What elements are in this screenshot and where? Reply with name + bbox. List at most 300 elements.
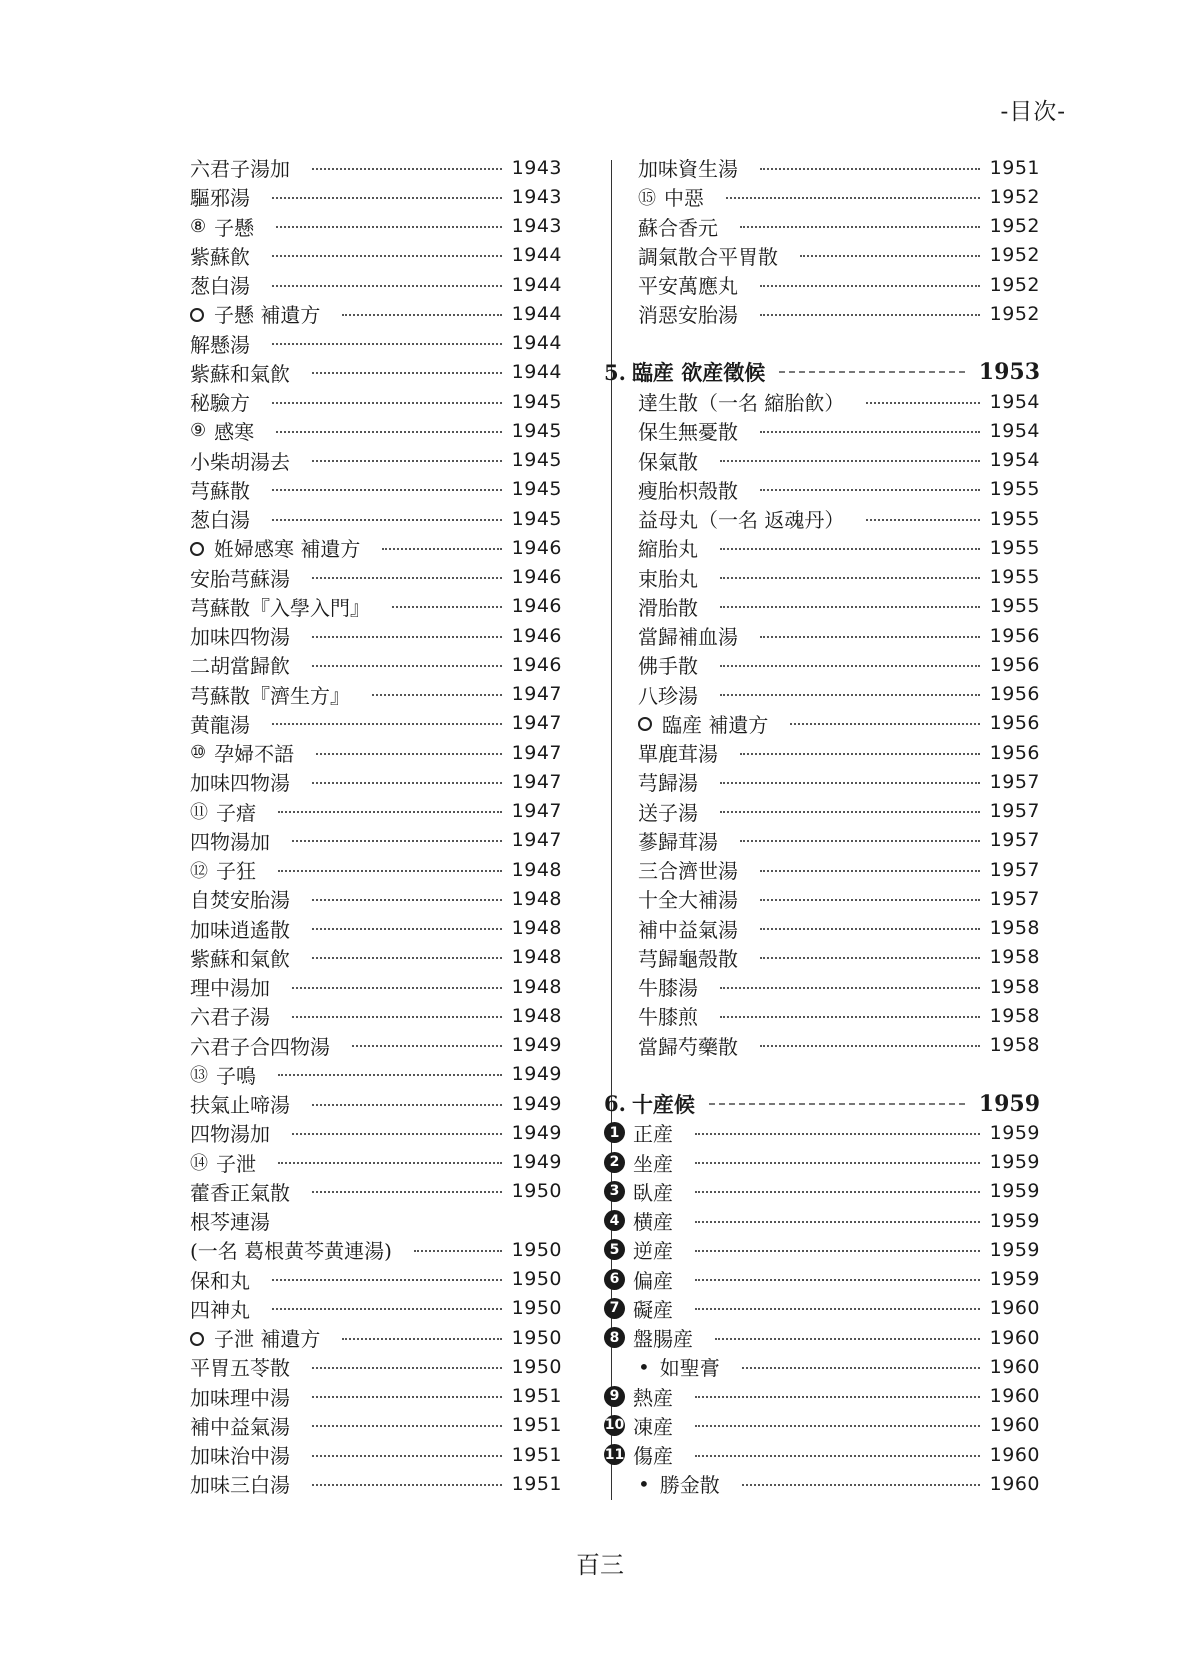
dot-leader: [740, 753, 980, 755]
entry-title: 孕婦不語: [214, 742, 295, 767]
toc-entry[interactable]: [190, 270, 562, 299]
dash-leader: [709, 1103, 965, 1105]
toc-entry[interactable]: [638, 914, 1040, 943]
toc-entry[interactable]: [638, 943, 1040, 972]
entry-title: 紫蘇和氣飮: [190, 946, 290, 971]
filled-circle-number: 4: [604, 1210, 625, 1231]
entry-page-number: 1959: [989, 1151, 1040, 1174]
section-title: 臨産 欲産徵候: [631, 360, 766, 386]
entry-title: 蘇合香元: [638, 215, 718, 240]
entry-title: 子懸: [214, 215, 255, 240]
toc-entry[interactable]: [638, 592, 1040, 621]
toc-entry[interactable]: [190, 1265, 562, 1294]
entry-title: 芎蘇散: [190, 478, 250, 503]
dot-leader: [312, 460, 502, 462]
toc-entry[interactable]: [190, 972, 562, 1001]
entry-page-number: 1957: [989, 887, 1040, 910]
dot-leader: [372, 694, 502, 696]
toc-entry[interactable]: [604, 1411, 1040, 1440]
dot-leader: [276, 226, 502, 228]
entry-title: 芎歸湯: [638, 771, 698, 796]
entry-page-number: 1949: [511, 1034, 562, 1057]
entry-page-number: 1958: [989, 1004, 1040, 1027]
entry-page-number: 1947: [511, 829, 562, 852]
dot-leader: [695, 1279, 980, 1281]
entry-title: 子泄 補遺方: [214, 1327, 321, 1352]
toc-entry[interactable]: [638, 241, 1040, 270]
entry-page-number: 1958: [989, 917, 1040, 940]
entry-page-number: 1959: [989, 1268, 1040, 1291]
dot-leader: [392, 606, 502, 608]
filled-circle-number: 7: [604, 1298, 625, 1319]
toc-entry[interactable]: [190, 563, 562, 592]
toc-entry[interactable]: [638, 182, 1040, 211]
entry-page-number: 1958: [989, 1034, 1040, 1057]
dot-leader: [276, 431, 502, 433]
toc-entry[interactable]: [190, 387, 562, 416]
entry-title: 加味四物湯: [190, 625, 290, 650]
entry-lead: [638, 1031, 738, 1060]
entry-lead: [190, 1440, 290, 1469]
entry-title: 紫蘇和氣飮: [190, 361, 290, 386]
spacer: [638, 329, 1040, 358]
entry-lead: [638, 475, 738, 504]
entry-title: 藿香正氣散: [190, 1180, 290, 1205]
entry-page-number: 1950: [511, 1238, 562, 1261]
toc-entry[interactable]: [638, 1469, 1040, 1498]
entry-title: 牛膝湯: [638, 976, 698, 1001]
entry-lead: [609, 1294, 673, 1323]
toc-entry[interactable]: [190, 416, 562, 445]
toc-entry[interactable]: [638, 767, 1040, 796]
entry-lead: [190, 914, 290, 943]
entry-lead: [609, 1148, 673, 1177]
toc-entry[interactable]: [638, 826, 1040, 855]
dot-leader: [720, 1016, 980, 1018]
entry-page-number: 1948: [511, 975, 562, 998]
section-page-number: 1959: [978, 1090, 1040, 1117]
entry-lead: [190, 650, 290, 679]
dot-leader: [760, 899, 980, 901]
toc-entry[interactable]: [190, 182, 562, 211]
entry-lead: [638, 299, 738, 328]
toc-entry[interactable]: [190, 358, 562, 387]
entry-title: 牛膝煎: [638, 1005, 698, 1030]
dot-leader: [272, 402, 502, 404]
entry-lead: [638, 767, 698, 796]
toc-entry[interactable]: [190, 1323, 562, 1352]
entry-lead: [638, 884, 738, 913]
toc-entry[interactable]: [638, 855, 1040, 884]
toc-entry[interactable]: [638, 387, 1040, 416]
entry-title: 補中益氣湯: [190, 1414, 290, 1439]
entry-title: 理中湯加: [190, 976, 270, 1001]
dot-leader: [312, 1425, 502, 1427]
circled-number: ⑬: [190, 1065, 208, 1087]
entry-page-number: 1954: [989, 390, 1040, 413]
toc-entry[interactable]: [609, 1235, 1040, 1264]
toc-entry[interactable]: [190, 1352, 562, 1381]
spacer: [638, 1060, 1040, 1089]
toc-entry[interactable]: [190, 1118, 562, 1147]
toc-left-column: [190, 153, 562, 1499]
entry-title: 消惡安胎湯: [638, 303, 738, 328]
entry-lead: [190, 1294, 250, 1323]
entry-lead: [190, 416, 254, 445]
entry-page-number: 1946: [511, 653, 562, 676]
entry-lead: [638, 270, 738, 299]
dot-leader: [312, 168, 502, 170]
dot-leader: [726, 197, 980, 199]
entry-lead: [190, 1235, 392, 1264]
toc-entry[interactable]: [190, 446, 562, 475]
dot-leader: [695, 1308, 980, 1310]
toc-entry[interactable]: [190, 1294, 562, 1323]
toc-entry[interactable]: [609, 1206, 1040, 1235]
dot-leader: [312, 957, 502, 959]
entry-page-number: 1955: [989, 595, 1040, 618]
entry-page-number: 1959: [989, 1209, 1040, 1232]
entry-lead: [638, 212, 718, 241]
toc-entry[interactable]: [638, 680, 1040, 709]
entry-title: 盤腸産: [633, 1327, 693, 1352]
entry-lead: [609, 1206, 673, 1235]
entry-lead: [190, 329, 250, 358]
entry-lead: [638, 621, 738, 650]
entry-page-number: 1960: [989, 1355, 1040, 1378]
entry-page-number: 1943: [511, 215, 562, 238]
toc-entry[interactable]: [638, 738, 1040, 767]
circled-number: ⑭: [190, 1153, 208, 1175]
dot-leader: [760, 636, 980, 638]
entry-title: 扶氣止啼湯: [190, 1093, 290, 1118]
toc-entry[interactable]: [638, 533, 1040, 562]
entry-lead: [190, 1118, 270, 1147]
toc-entry[interactable]: [609, 1148, 1040, 1177]
filled-circle-number: 1: [604, 1122, 625, 1143]
entry-title: 加味三白湯: [190, 1473, 290, 1498]
entry-page-number: 1946: [511, 624, 562, 647]
entry-lead: [638, 563, 698, 592]
dot-bullet-icon: •: [638, 1471, 650, 1496]
entry-title: 佛手散: [638, 654, 698, 679]
toc-entry[interactable]: [609, 1177, 1040, 1206]
entry-page-number: 1958: [989, 946, 1040, 969]
dot-leader: [292, 1016, 502, 1018]
toc-entry[interactable]: [190, 709, 562, 738]
entry-page-number: 1945: [511, 419, 562, 442]
entry-title: 十全大補湯: [638, 888, 738, 913]
toc-entry[interactable]: [190, 1206, 562, 1235]
entry-title: 四物湯加: [190, 829, 270, 854]
entry-page-number: 1950: [511, 1180, 562, 1203]
toc-entry[interactable]: [638, 299, 1040, 328]
entry-title: 補中益氣湯: [638, 917, 738, 942]
entry-lead: [190, 1352, 290, 1381]
dot-leader: [342, 314, 501, 316]
entry-lead: [190, 446, 290, 475]
toc-entry[interactable]: [190, 1382, 562, 1411]
toc-entry[interactable]: [190, 1469, 562, 1498]
entry-title: 安胎芎蘇湯: [190, 566, 290, 591]
entry-title: 芎蘇散『濟生方』: [190, 683, 350, 708]
filled-circle-number: 8: [604, 1327, 625, 1348]
entry-title: 熱産: [633, 1385, 673, 1410]
toc-entry[interactable]: [638, 884, 1040, 913]
toc-entry[interactable]: [638, 270, 1040, 299]
entry-page-number: 1951: [511, 1443, 562, 1466]
dot-leader: [695, 1162, 980, 1164]
toc-entry[interactable]: [190, 153, 562, 182]
toc-entry[interactable]: [638, 212, 1040, 241]
dot-leader: [790, 723, 979, 725]
dot-leader: [272, 255, 502, 257]
toc-entry[interactable]: [190, 1411, 562, 1440]
toc-entry[interactable]: [638, 153, 1040, 182]
dot-leader: [760, 431, 980, 433]
dot-leader: [278, 1162, 502, 1164]
entry-title: 勝金散: [659, 1473, 720, 1498]
entry-lead: [190, 241, 250, 270]
entry-page-number: 1959: [989, 1238, 1040, 1261]
entry-title: 加味資生湯: [638, 157, 738, 182]
toc-entry[interactable]: [638, 1031, 1040, 1060]
toc-entry[interactable]: [638, 797, 1040, 826]
dot-leader: [720, 606, 980, 608]
toc-entry[interactable]: [638, 1352, 1040, 1381]
dot-leader: [312, 1484, 502, 1486]
filled-circle-number: 6: [604, 1269, 625, 1290]
dot-leader: [312, 1104, 502, 1106]
dot-leader: [695, 1250, 980, 1252]
entry-title: 達生散（一名 縮胎飮）: [638, 391, 845, 416]
entry-page-number: 1946: [511, 566, 562, 589]
entry-page-number: 1951: [989, 156, 1040, 179]
entry-page-number: 1951: [511, 1385, 562, 1408]
dot-leader: [866, 519, 979, 521]
toc-entry[interactable]: [190, 1235, 562, 1264]
entry-lead: [190, 767, 290, 796]
toc-entry[interactable]: [190, 1148, 562, 1177]
entry-lead: [638, 182, 704, 211]
entry-title: 二胡當歸飮: [190, 654, 290, 679]
toc-entry[interactable]: [609, 1294, 1040, 1323]
toc-entry[interactable]: [190, 1001, 562, 1030]
entry-title: 送子湯: [638, 800, 698, 825]
entry-title: 子狂: [216, 859, 256, 884]
entry-title: 四物湯加: [190, 1122, 270, 1147]
entry-page-number: 1955: [989, 478, 1040, 501]
entry-lead: [190, 358, 290, 387]
entry-lead: [638, 972, 698, 1001]
entry-page-number: 1959: [989, 1180, 1040, 1203]
circled-number: ⑪: [190, 802, 208, 824]
dot-leader: [312, 636, 502, 638]
circled-number: ⑮: [638, 187, 656, 209]
entry-title: 秘驗方: [190, 391, 250, 416]
entry-page-number: 1944: [511, 302, 562, 325]
entry-page-number: 1944: [511, 361, 562, 384]
toc-entry[interactable]: [609, 1265, 1040, 1294]
toc-entry[interactable]: [609, 1323, 1040, 1352]
dot-leader: [695, 1455, 980, 1457]
toc-entry[interactable]: [190, 650, 562, 679]
toc-entry[interactable]: [190, 680, 562, 709]
toc-entry[interactable]: [190, 1089, 562, 1118]
entry-page-number: 1951: [511, 1472, 562, 1495]
filled-circle-number: 9: [604, 1386, 625, 1407]
toc-entry[interactable]: [190, 299, 562, 328]
entry-title: 葱白湯: [190, 508, 250, 533]
dot-leader: [760, 928, 980, 930]
toc-entry[interactable]: [638, 563, 1040, 592]
entry-lead: [609, 1382, 673, 1411]
entry-lead: [638, 504, 844, 533]
entry-title: 加味治中湯: [190, 1444, 290, 1469]
entry-lead: [638, 680, 698, 709]
entry-title: 益母丸（一名 返魂丹）: [638, 508, 845, 533]
toc-entry[interactable]: [190, 943, 562, 972]
entry-title: 子泄: [216, 1151, 256, 1176]
toc-entry[interactable]: [638, 416, 1040, 445]
toc-entry[interactable]: [638, 650, 1040, 679]
toc-entry[interactable]: [638, 1001, 1040, 1030]
toc-entry[interactable]: [190, 621, 562, 650]
dot-leader: [720, 665, 980, 667]
entry-page-number: 1949: [511, 1151, 562, 1174]
entry-title: 偏産: [633, 1268, 673, 1293]
entry-page-number: 1955: [989, 536, 1040, 559]
toc-entry[interactable]: [190, 914, 562, 943]
entry-title: 葱白湯: [190, 274, 250, 299]
ring-bullet-icon: [638, 717, 652, 731]
toc-entry[interactable]: [190, 1060, 562, 1089]
toc-entry[interactable]: [190, 767, 562, 796]
toc-entry[interactable]: [190, 241, 562, 270]
entry-page-number: 1950: [511, 1326, 562, 1349]
entry-page-number: 1960: [989, 1414, 1040, 1437]
entry-title: 小柴胡湯去: [190, 449, 290, 474]
toc-entry[interactable]: [190, 1440, 562, 1469]
entry-page-number: 1954: [989, 449, 1040, 472]
entry-page-number: 1949: [511, 1121, 562, 1144]
dot-leader: [312, 577, 502, 579]
entry-page-number: 1945: [511, 507, 562, 530]
entry-title: 六君子合四物湯: [190, 1034, 330, 1059]
entry-lead: [638, 1001, 698, 1030]
entry-title: 姙婦感寒 補遺方: [214, 537, 361, 562]
toc-entry[interactable]: [190, 797, 562, 826]
entry-title: 調氣散合平胃散: [638, 244, 778, 269]
dot-leader: [720, 577, 980, 579]
entry-page-number: 1952: [989, 185, 1040, 208]
entry-page-number: 1958: [989, 975, 1040, 998]
dot-leader: [866, 402, 979, 404]
dot-leader: [272, 285, 502, 287]
toc-entry[interactable]: [190, 592, 562, 621]
dot-leader: [312, 899, 502, 901]
entry-page-number: 1955: [989, 507, 1040, 530]
entry-lead: [638, 826, 718, 855]
entry-lead: [604, 1440, 673, 1469]
entry-title: 中惡: [664, 186, 704, 211]
entry-lead: [190, 1001, 270, 1030]
entry-page-number: 1948: [511, 1004, 562, 1027]
toc-entry[interactable]: [190, 884, 562, 913]
entry-lead: [190, 884, 290, 913]
entry-title: 正産: [633, 1122, 673, 1147]
page-header: -目次-: [1000, 99, 1066, 125]
toc-entry[interactable]: [190, 1177, 562, 1206]
entry-page-number: 1945: [511, 390, 562, 413]
entry-page-number: 1947: [511, 800, 562, 823]
entry-title: 逆産: [633, 1239, 673, 1264]
entry-lead: [190, 972, 270, 1001]
toc-entry[interactable]: [190, 475, 562, 504]
entry-lead: [638, 416, 738, 445]
entry-page-number: 1944: [511, 244, 562, 267]
entry-lead: [190, 738, 294, 767]
entry-title: 坐産: [633, 1151, 673, 1176]
entry-title: 自焚安胎湯: [190, 888, 290, 913]
entry-lead: [190, 270, 250, 299]
entry-title: 束胎丸: [638, 566, 698, 591]
toc-entry[interactable]: [190, 329, 562, 358]
entry-lead: [190, 475, 250, 504]
toc-entry[interactable]: [609, 1382, 1040, 1411]
entry-title: 保氣散: [638, 449, 698, 474]
filled-circle-number: 11: [604, 1444, 625, 1465]
entry-title: 根芩連湯: [190, 1210, 270, 1235]
toc-entry[interactable]: [190, 738, 562, 767]
toc-entry[interactable]: [638, 446, 1040, 475]
toc-entry[interactable]: [190, 1031, 562, 1060]
toc-entry[interactable]: [638, 475, 1040, 504]
toc-entry[interactable]: [638, 621, 1040, 650]
entry-lead: [609, 1323, 693, 1352]
entry-lead: [638, 387, 844, 416]
entry-lead: [190, 943, 290, 972]
entry-lead: [190, 1206, 270, 1235]
entry-lead: [638, 855, 738, 884]
entry-title: 六君子湯: [190, 1005, 270, 1030]
entry-page-number: 1955: [989, 566, 1040, 589]
toc-entry[interactable]: [190, 855, 562, 884]
entry-page-number: 1948: [511, 858, 562, 881]
entry-title: 驅邪湯: [190, 186, 250, 211]
toc-entry[interactable]: [604, 1440, 1040, 1469]
toc-entry[interactable]: [638, 709, 1040, 738]
entry-page-number: 1957: [989, 800, 1040, 823]
entry-page-number: 1956: [989, 712, 1040, 735]
toc-entry[interactable]: [190, 533, 562, 562]
ring-bullet-icon: [190, 308, 204, 322]
toc-entry[interactable]: [638, 504, 1040, 533]
entry-page-number: 1947: [511, 770, 562, 793]
toc-entry[interactable]: [190, 504, 562, 533]
entry-title: 凍産: [633, 1414, 673, 1439]
entry-lead: [190, 1031, 330, 1060]
toc-entry[interactable]: [190, 826, 562, 855]
toc-entry[interactable]: [638, 972, 1040, 1001]
dot-leader: [742, 1484, 980, 1486]
entry-lead: [190, 709, 250, 738]
toc-entry[interactable]: [190, 212, 562, 241]
dot-leader: [695, 1191, 980, 1193]
entry-lead: [190, 387, 250, 416]
toc-entry[interactable]: [609, 1118, 1040, 1147]
entry-title: 黄龍湯: [190, 712, 250, 737]
